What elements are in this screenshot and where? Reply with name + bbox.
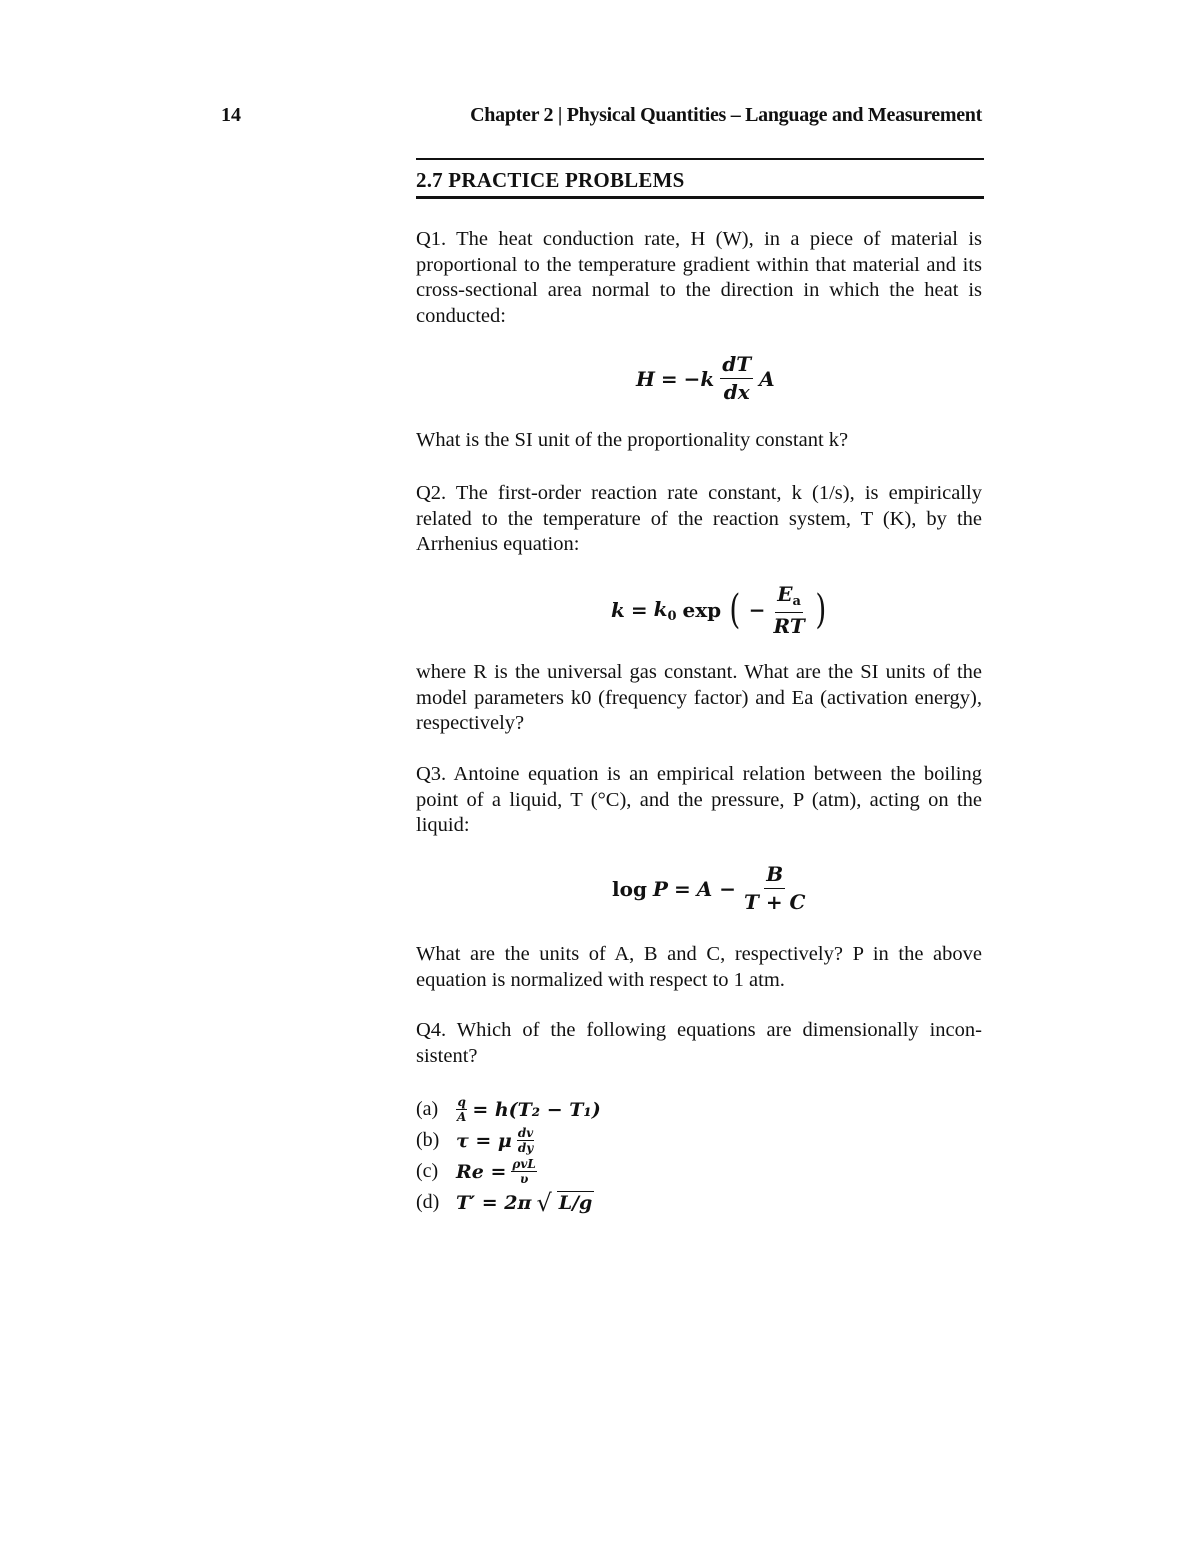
q3-eq-lhs: P bbox=[652, 876, 668, 901]
q2-eq-numerator: $E_a$ bbox=[775, 584, 803, 613]
option-label: (a) bbox=[416, 1098, 439, 1120]
section-rule-bottom bbox=[416, 196, 984, 199]
q1-question: What is the SI unit of the proportionality constant k? bbox=[416, 429, 849, 451]
option-math: T′ = 2π √ L/g bbox=[456, 1188, 593, 1217]
q2-eq-exp: exp bbox=[682, 598, 722, 623]
option-label: (d) bbox=[416, 1191, 440, 1213]
q2-text: Q2. The first-order reaction rate constant, k (1/s), is empirically related to the temperature of the reaction system, T (K), by the Arrhenius equation: bbox=[416, 482, 982, 555]
q2-eq-k0: $k_0$ bbox=[653, 596, 677, 624]
q3-eq-numerator: B bbox=[764, 864, 785, 889]
q1-eq-lhs: H bbox=[636, 366, 655, 391]
q4-option-a bbox=[416, 1094, 601, 1125]
q4-option-d bbox=[416, 1187, 601, 1218]
q4-option-c bbox=[416, 1156, 601, 1187]
q4-options bbox=[416, 1094, 601, 1218]
q1-eq-fraction bbox=[720, 354, 753, 403]
q1-text: Q1. The heat conduction rate, H (W), in a piece of material is proportional to the temperature gradient within that material and its cross-sectional area normal to the direction in which the heat is conducted: bbox=[416, 228, 982, 327]
section-title: 2.7 PRACTICE PROBLEMS bbox=[416, 168, 685, 192]
q2-eq-neg: − bbox=[748, 598, 766, 623]
q3-eq-denominator: T + C bbox=[743, 890, 806, 914]
q3-text: Q3. Antoine equation is an empirical relation between the boiling point of a liquid, T (°C), and the pressure, P (atm), acting on the liquid: bbox=[416, 763, 982, 836]
section-rule-top bbox=[416, 158, 984, 160]
q2-equation bbox=[611, 584, 828, 637]
option-label: (c) bbox=[416, 1160, 439, 1182]
q4-option-b bbox=[416, 1125, 601, 1156]
q1-eq-numerator: dT bbox=[720, 354, 753, 379]
option-math: $\frac{q}{A}$ = h(T₂ − T₁) bbox=[457, 1095, 601, 1124]
q1-eq-neg-k: −k bbox=[683, 366, 715, 391]
page-number: 14 bbox=[221, 104, 241, 126]
running-head: Chapter 2 | Physical Quantities – Language and Measurement bbox=[470, 104, 982, 126]
q1-eq-equals: = bbox=[660, 366, 678, 391]
q2-eq-lhs: k bbox=[611, 598, 625, 623]
q3-eq-log: log bbox=[612, 876, 647, 901]
q4-text: Q4. Which of the following equations are dimensionally incon-sistent? bbox=[416, 1019, 982, 1067]
q2-eq-fraction bbox=[772, 584, 807, 637]
q3-eq-equals: = bbox=[673, 876, 691, 901]
q2-eq-denominator: RT bbox=[773, 613, 805, 638]
q2-question: where R is the universal gas constant. What are the SI units of the model parameters k0 (frequency factor) and Ea (activation energy), respectively? bbox=[416, 661, 982, 734]
q3-eq-a: A − bbox=[696, 876, 736, 901]
q1-eq-rhs: A bbox=[759, 366, 775, 391]
q2-eq-close-paren: ) bbox=[815, 587, 826, 634]
option-math: Re = $\frac{\text{ρvL}}{\upsilon}$ bbox=[456, 1157, 536, 1186]
q2-eq-equals: = bbox=[630, 598, 648, 623]
q1-eq-denominator: dx bbox=[723, 380, 750, 404]
q3-eq-fraction bbox=[742, 864, 807, 913]
q2-eq-open-paren: ( bbox=[729, 587, 741, 634]
q1-equation bbox=[636, 354, 775, 403]
q3-question: What are the units of A, B and C, respectively? P in the above equation is normalized with respect to 1 atm. bbox=[416, 943, 982, 991]
option-math: τ = μ $\frac{dv}{dy}$ bbox=[456, 1126, 534, 1155]
option-label: (b) bbox=[416, 1129, 440, 1151]
q3-equation bbox=[612, 864, 807, 913]
